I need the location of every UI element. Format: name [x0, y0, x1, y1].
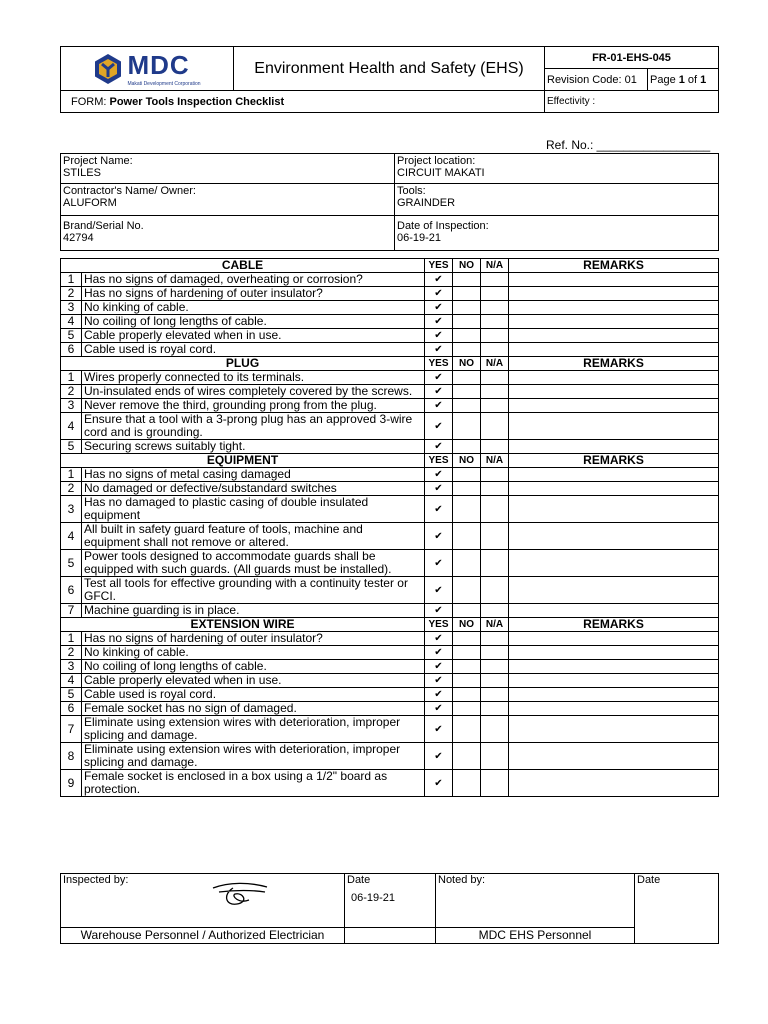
- brand-cell: [61, 216, 395, 251]
- checklist-row: [61, 604, 719, 618]
- na-checkbox[interactable]: [481, 329, 509, 343]
- item-number: 9: [61, 770, 82, 797]
- na-checkbox[interactable]: [481, 287, 509, 301]
- inspected-by-label: Inspected by:: [63, 874, 129, 886]
- checklist-row: [61, 550, 719, 577]
- item-number: 2: [61, 287, 82, 301]
- inspection-date-value: 06-19-21: [397, 232, 442, 244]
- section-title: PLUG: [61, 357, 425, 371]
- date-label-2: Date: [637, 874, 661, 886]
- yes-checkbox[interactable]: ✔: [425, 413, 453, 440]
- item-text: Eliminate using extension wires with deterioration, improper splicing and damage.: [82, 716, 425, 743]
- na-checkbox[interactable]: [481, 385, 509, 399]
- page-number: Page 1 of 1: [648, 69, 719, 91]
- checklist-row: [61, 315, 719, 329]
- remarks-cell[interactable]: [509, 770, 719, 797]
- section-title: EXTENSION WIRE: [61, 618, 425, 632]
- brand-label: Brand/Serial No.: [63, 220, 144, 232]
- remarks-cell[interactable]: [509, 702, 719, 716]
- remarks-cell[interactable]: [509, 343, 719, 357]
- na-checkbox[interactable]: [481, 413, 509, 440]
- no-checkbox[interactable]: [453, 287, 481, 301]
- item-text: Ensure that a tool with a 3-prong plug has an approved 3-wire cord and is grounding.: [82, 413, 425, 440]
- yes-checkbox[interactable]: ✔: [425, 287, 453, 301]
- item-number: 4: [61, 523, 82, 550]
- remarks-cell[interactable]: [509, 716, 719, 743]
- yes-checkbox[interactable]: ✔: [425, 468, 453, 482]
- item-text: No kinking of cable.: [82, 646, 425, 660]
- checklist-row: [61, 716, 719, 743]
- date-label: Date: [347, 874, 371, 886]
- na-checkbox[interactable]: [481, 674, 509, 688]
- signature-icon: [209, 878, 271, 910]
- no-checkbox[interactable]: [453, 315, 481, 329]
- remarks-cell[interactable]: [509, 482, 719, 496]
- signature-block: [60, 873, 719, 944]
- project-location-label: Project location:: [397, 155, 476, 167]
- na-checkbox[interactable]: [481, 632, 509, 646]
- remarks-cell[interactable]: [509, 660, 719, 674]
- checklist-row: [61, 577, 719, 604]
- no-checkbox[interactable]: [453, 743, 481, 770]
- remarks-cell[interactable]: [509, 399, 719, 413]
- item-number: 2: [61, 646, 82, 660]
- na-checkbox[interactable]: [481, 399, 509, 413]
- inspection-date-cell: [395, 216, 719, 251]
- no-checkbox[interactable]: [453, 702, 481, 716]
- item-number: 7: [61, 716, 82, 743]
- item-text: Has no damaged to plastic casing of double insulated equipment: [82, 496, 425, 523]
- checklist-row: [61, 702, 719, 716]
- yes-checkbox[interactable]: ✔: [425, 646, 453, 660]
- checklist-table: [60, 258, 719, 797]
- inspector-role: Warehouse Personnel / Authorized Electrician: [61, 928, 345, 944]
- item-text: No coiling of long lengths of cable.: [82, 315, 425, 329]
- item-text: Never remove the third, grounding prong from the plug.: [82, 399, 425, 413]
- remarks-cell[interactable]: [509, 604, 719, 618]
- checklist-row: [61, 688, 719, 702]
- item-number: 3: [61, 301, 82, 315]
- checklist-row: [61, 646, 719, 660]
- yes-checkbox[interactable]: ✔: [425, 315, 453, 329]
- item-number: 1: [61, 273, 82, 287]
- na-checkbox[interactable]: [481, 716, 509, 743]
- col-remarks: REMARKS: [509, 454, 719, 468]
- no-checkbox[interactable]: [453, 343, 481, 357]
- checklist-row: [61, 329, 719, 343]
- item-number: 5: [61, 688, 82, 702]
- noted-by-label: Noted by:: [438, 874, 486, 886]
- no-checkbox[interactable]: [453, 674, 481, 688]
- na-checkbox[interactable]: [481, 550, 509, 577]
- col-remarks: REMARKS: [509, 259, 719, 273]
- remarks-cell[interactable]: [509, 646, 719, 660]
- item-text: Has no signs of metal casing damaged: [82, 468, 425, 482]
- item-number: 6: [61, 343, 82, 357]
- no-checkbox[interactable]: [453, 468, 481, 482]
- no-checkbox[interactable]: [453, 660, 481, 674]
- no-checkbox[interactable]: [453, 371, 481, 385]
- item-text: Securing screws suitably tight.: [82, 440, 425, 454]
- na-checkbox[interactable]: [481, 702, 509, 716]
- no-checkbox[interactable]: [453, 770, 481, 797]
- na-checkbox[interactable]: [481, 646, 509, 660]
- na-checkbox[interactable]: [481, 496, 509, 523]
- yes-checkbox[interactable]: ✔: [425, 440, 453, 454]
- remarks-cell[interactable]: [509, 273, 719, 287]
- noter-role: MDC EHS Personnel: [436, 928, 635, 944]
- na-checkbox[interactable]: [481, 371, 509, 385]
- checklist-row: [61, 468, 719, 482]
- project-name-label: Project Name:: [63, 155, 133, 167]
- item-text: Female socket has no sign of damaged.: [82, 702, 425, 716]
- form-title: Environment Health and Safety (EHS): [234, 47, 545, 91]
- checklist-row: [61, 496, 719, 523]
- yes-checkbox[interactable]: ✔: [425, 660, 453, 674]
- no-checkbox[interactable]: [453, 646, 481, 660]
- remarks-cell[interactable]: [509, 301, 719, 315]
- no-checkbox[interactable]: [453, 385, 481, 399]
- yes-checkbox[interactable]: ✔: [425, 702, 453, 716]
- na-checkbox[interactable]: [481, 770, 509, 797]
- yes-checkbox[interactable]: ✔: [425, 329, 453, 343]
- item-text: All built in safety guard feature of tools, machine and equipment shall not remove or altered.: [82, 523, 425, 550]
- project-location-cell: [395, 154, 719, 184]
- remarks-cell[interactable]: [509, 385, 719, 399]
- item-number: 2: [61, 385, 82, 399]
- no-checkbox[interactable]: [453, 413, 481, 440]
- yes-checkbox[interactable]: ✔: [425, 385, 453, 399]
- form-label: FORM:: [71, 95, 110, 108]
- no-checkbox[interactable]: [453, 550, 481, 577]
- col-remarks: REMARKS: [509, 618, 719, 632]
- item-text: Cable used is royal cord.: [82, 688, 425, 702]
- yes-checkbox[interactable]: ✔: [425, 674, 453, 688]
- yes-checkbox[interactable]: ✔: [425, 550, 453, 577]
- na-checkbox[interactable]: [481, 743, 509, 770]
- yes-checkbox[interactable]: ✔: [425, 371, 453, 385]
- no-checkbox[interactable]: [453, 273, 481, 287]
- remarks-cell[interactable]: [509, 329, 719, 343]
- remarks-cell[interactable]: [509, 550, 719, 577]
- contractor-value: ALUFORM: [63, 197, 117, 209]
- item-text: Female socket is enclosed in a box using a 1/2" board as protection.: [82, 770, 425, 797]
- item-text: Cable properly elevated when in use.: [82, 329, 425, 343]
- inspector-role-spacer: [345, 928, 436, 944]
- yes-checkbox[interactable]: ✔: [425, 343, 453, 357]
- item-number: 5: [61, 550, 82, 577]
- na-checkbox[interactable]: [481, 604, 509, 618]
- item-number: 6: [61, 702, 82, 716]
- col-na: N/A: [481, 454, 509, 468]
- remarks-cell[interactable]: [509, 496, 719, 523]
- checklist-row: [61, 343, 719, 357]
- checklist-row: [61, 385, 719, 399]
- checklist-row: [61, 674, 719, 688]
- na-checkbox[interactable]: [481, 468, 509, 482]
- item-number: 3: [61, 660, 82, 674]
- yes-checkbox[interactable]: ✔: [425, 523, 453, 550]
- no-checkbox[interactable]: [453, 577, 481, 604]
- inspected-date-cell: [345, 874, 436, 928]
- remarks-cell[interactable]: [509, 577, 719, 604]
- item-text: Test all tools for effective grounding with a continuity tester or GFCI.: [82, 577, 425, 604]
- remarks-cell[interactable]: [509, 413, 719, 440]
- checklist-row: [61, 482, 719, 496]
- col-no: NO: [453, 259, 481, 273]
- item-number: 5: [61, 329, 82, 343]
- na-checkbox[interactable]: [481, 273, 509, 287]
- item-number: 4: [61, 674, 82, 688]
- tools-label: Tools:: [397, 185, 426, 197]
- item-text: Un-insulated ends of wires completely covered by the screws.: [82, 385, 425, 399]
- remarks-cell[interactable]: [509, 315, 719, 329]
- logo-cell: [61, 47, 234, 91]
- checklist-row: [61, 743, 719, 770]
- na-checkbox[interactable]: [481, 301, 509, 315]
- yes-checkbox[interactable]: ✔: [425, 301, 453, 315]
- checklist-row: [61, 523, 719, 550]
- item-number: 2: [61, 482, 82, 496]
- yes-checkbox[interactable]: ✔: [425, 604, 453, 618]
- checklist-row: [61, 399, 719, 413]
- effectivity: Effectivity :: [545, 91, 719, 113]
- na-checkbox[interactable]: [481, 482, 509, 496]
- col-remarks: REMARKS: [509, 357, 719, 371]
- item-text: Eliminate using extension wires with deterioration, improper splicing and damage.: [82, 743, 425, 770]
- na-checkbox[interactable]: [481, 688, 509, 702]
- inspected-by-cell: [61, 874, 345, 928]
- yes-checkbox[interactable]: ✔: [425, 632, 453, 646]
- item-text: Has no signs of hardening of outer insulator?: [82, 632, 425, 646]
- yes-checkbox[interactable]: ✔: [425, 496, 453, 523]
- col-no: NO: [453, 618, 481, 632]
- col-yes: YES: [425, 618, 453, 632]
- item-text: Machine guarding is in place.: [82, 604, 425, 618]
- noted-date-cell: [635, 874, 719, 944]
- section-title: CABLE: [61, 259, 425, 273]
- inspection-date-label: Date of Inspection:: [397, 220, 489, 232]
- remarks-cell[interactable]: [509, 688, 719, 702]
- section-header: [61, 357, 719, 371]
- na-checkbox[interactable]: [481, 440, 509, 454]
- yes-checkbox[interactable]: ✔: [425, 688, 453, 702]
- yes-checkbox[interactable]: ✔: [425, 399, 453, 413]
- section-header: [61, 259, 719, 273]
- form-header: [60, 46, 719, 113]
- item-text: Power tools designed to accommodate guards shall be equipped with such guards. (All guards must be installed).: [82, 550, 425, 577]
- item-number: 3: [61, 496, 82, 523]
- project-location-value: CIRCUIT MAKATI: [397, 167, 485, 179]
- brand-value: 42794: [63, 232, 94, 244]
- section-header: [61, 454, 719, 468]
- col-na: N/A: [481, 357, 509, 371]
- item-text: Cable used is royal cord.: [82, 343, 425, 357]
- logo-text: MDC: [127, 50, 190, 80]
- contractor-cell: [61, 184, 395, 216]
- item-text: Has no signs of hardening of outer insulator?: [82, 287, 425, 301]
- item-number: 6: [61, 577, 82, 604]
- yes-checkbox[interactable]: ✔: [425, 273, 453, 287]
- na-checkbox[interactable]: [481, 343, 509, 357]
- section-title: EQUIPMENT: [61, 454, 425, 468]
- item-number: 1: [61, 468, 82, 482]
- col-na: N/A: [481, 259, 509, 273]
- yes-checkbox[interactable]: ✔: [425, 577, 453, 604]
- checklist-row: [61, 440, 719, 454]
- remarks-cell[interactable]: [509, 743, 719, 770]
- noted-by-cell: [436, 874, 635, 928]
- no-checkbox[interactable]: [453, 604, 481, 618]
- contractor-label: Contractor's Name/ Owner:: [63, 185, 196, 197]
- checklist-row: [61, 413, 719, 440]
- remarks-cell[interactable]: [509, 440, 719, 454]
- no-checkbox[interactable]: [453, 329, 481, 343]
- remarks-cell[interactable]: [509, 674, 719, 688]
- no-checkbox[interactable]: [453, 523, 481, 550]
- item-text: Has no signs of damaged, overheating or corrosion?: [82, 273, 425, 287]
- date-value: 06-19-21: [351, 892, 396, 904]
- item-number: 4: [61, 315, 82, 329]
- project-name-value: STILES: [63, 167, 101, 179]
- na-checkbox[interactable]: [481, 577, 509, 604]
- item-number: 3: [61, 399, 82, 413]
- remarks-cell[interactable]: [509, 287, 719, 301]
- item-number: 5: [61, 440, 82, 454]
- checklist-row: [61, 371, 719, 385]
- col-yes: YES: [425, 357, 453, 371]
- remarks-cell[interactable]: [509, 371, 719, 385]
- form-name-cell: [61, 91, 545, 113]
- company-logo: [63, 50, 231, 87]
- item-number: 4: [61, 413, 82, 440]
- yes-checkbox[interactable]: ✔: [425, 770, 453, 797]
- no-checkbox[interactable]: [453, 716, 481, 743]
- section-header: [61, 618, 719, 632]
- no-checkbox[interactable]: [453, 632, 481, 646]
- no-checkbox[interactable]: [453, 482, 481, 496]
- checklist-row: [61, 287, 719, 301]
- checklist-row: [61, 301, 719, 315]
- form-name: Power Tools Inspection Checklist: [109, 95, 285, 108]
- no-checkbox[interactable]: [453, 301, 481, 315]
- col-yes: YES: [425, 259, 453, 273]
- item-text: Cable properly elevated when in use.: [82, 674, 425, 688]
- na-checkbox[interactable]: [481, 315, 509, 329]
- item-text: No kinking of cable.: [82, 301, 425, 315]
- item-text: Wires properly connected to its terminals.: [82, 371, 425, 385]
- no-checkbox[interactable]: [453, 688, 481, 702]
- col-no: NO: [453, 454, 481, 468]
- col-na: N/A: [481, 618, 509, 632]
- tools-value: GRAINDER: [397, 197, 456, 209]
- remarks-cell[interactable]: [509, 468, 719, 482]
- mdc-emblem-icon: [93, 53, 123, 85]
- doc-code: FR-01-EHS-045: [545, 47, 719, 69]
- tools-cell: [395, 184, 719, 216]
- logo-subtitle: Makati Development Corporation: [127, 81, 201, 87]
- item-number: 7: [61, 604, 82, 618]
- col-yes: YES: [425, 454, 453, 468]
- item-number: 1: [61, 371, 82, 385]
- yes-checkbox[interactable]: ✔: [425, 716, 453, 743]
- checklist-row: [61, 660, 719, 674]
- revision-code: Revision Code: 01: [545, 69, 648, 91]
- project-name-cell: [61, 154, 395, 184]
- yes-checkbox[interactable]: ✔: [425, 482, 453, 496]
- remarks-cell[interactable]: [509, 632, 719, 646]
- na-checkbox[interactable]: [481, 523, 509, 550]
- remarks-cell[interactable]: [509, 523, 719, 550]
- item-number: 1: [61, 632, 82, 646]
- checklist-row: [61, 273, 719, 287]
- item-number: 8: [61, 743, 82, 770]
- item-text: No coiling of long lengths of cable.: [82, 660, 425, 674]
- no-checkbox[interactable]: [453, 496, 481, 523]
- no-checkbox[interactable]: [453, 399, 481, 413]
- ref-no: Ref. No.: _________________: [546, 138, 711, 152]
- no-checkbox[interactable]: [453, 440, 481, 454]
- item-text: No damaged or defective/substandard switches: [82, 482, 425, 496]
- project-info: [60, 153, 719, 251]
- checklist-row: [61, 632, 719, 646]
- yes-checkbox[interactable]: ✔: [425, 743, 453, 770]
- na-checkbox[interactable]: [481, 660, 509, 674]
- col-no: NO: [453, 357, 481, 371]
- checklist-row: [61, 770, 719, 797]
